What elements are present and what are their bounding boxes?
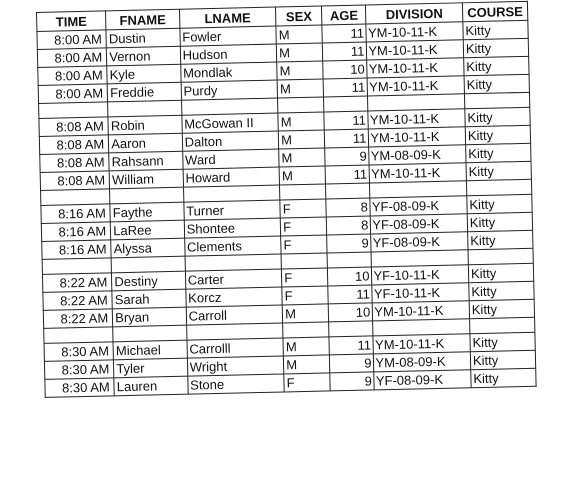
division-cell: YF-08-09-K — [374, 370, 471, 390]
time-cell: 8:16 AM — [41, 204, 111, 224]
fname-cell: Aaron — [109, 133, 183, 153]
fname-cell: Destiny — [112, 271, 186, 291]
fname-cell: Alyssa — [111, 238, 185, 258]
sex-cell: F — [280, 199, 327, 218]
sex-cell: M — [279, 166, 326, 185]
fname-cell: Freddie — [107, 82, 181, 102]
division-cell: YF-10-11-K — [372, 265, 469, 285]
fname-cell: Bryan — [112, 307, 186, 327]
empty-cell — [111, 256, 185, 273]
empty-cell — [113, 325, 187, 342]
division-cell: YF-08-09-K — [371, 214, 468, 234]
course-cell: Kitty — [469, 281, 534, 300]
division-cell: YM-10-11-K — [369, 127, 466, 147]
division-cell: YF-08-09-K — [371, 232, 468, 252]
header-lname: LNAME — [179, 7, 276, 28]
division-cell: YF-10-11-K — [372, 283, 469, 303]
empty-cell — [280, 184, 326, 200]
time-cell: 8:22 AM — [42, 273, 112, 293]
empty-cell — [278, 97, 324, 113]
age-cell: 8 — [326, 198, 370, 217]
lname-cell: Purdy — [181, 80, 278, 100]
fname-cell: William — [109, 169, 183, 189]
empty-cell — [327, 252, 371, 268]
age-cell: 10 — [323, 60, 367, 79]
sex-cell: M — [277, 79, 324, 98]
course-cell: Kitty — [464, 56, 529, 75]
empty-cell — [41, 189, 111, 206]
course-cell: Kitty — [463, 38, 528, 57]
course-cell: Kitty — [468, 230, 533, 249]
course-cell: Kitty — [465, 125, 530, 144]
division-cell: YM-10-11-K — [367, 76, 464, 96]
fname-cell: Kyle — [107, 64, 181, 84]
empty-cell — [110, 187, 184, 204]
lname-cell: McGowan II — [182, 113, 279, 133]
header-division: DIVISION — [366, 3, 463, 24]
fname-cell: Michael — [113, 340, 187, 360]
fname-cell: Rahsann — [109, 151, 183, 171]
time-cell: 8:30 AM — [44, 360, 114, 380]
empty-cell — [44, 327, 114, 344]
fname-cell: Vernon — [107, 46, 181, 66]
lname-cell: Carroll — [186, 305, 283, 325]
age-cell: 8 — [327, 216, 371, 235]
division-cell: YM-10-11-K — [369, 163, 466, 183]
course-cell: Kitty — [471, 368, 536, 387]
sex-cell: M — [276, 25, 323, 44]
lname-cell: Hudson — [180, 44, 277, 64]
sex-cell: F — [281, 235, 328, 254]
empty-cell — [469, 317, 534, 333]
fname-cell: Faythe — [110, 202, 184, 222]
fname-cell: Dustin — [106, 28, 180, 48]
empty-cell — [39, 102, 109, 119]
course-cell: Kitty — [466, 161, 531, 180]
age-cell: 11 — [324, 111, 368, 130]
header-fname: FNAME — [106, 9, 180, 30]
time-cell: 8:22 AM — [43, 291, 113, 311]
division-cell: YM-10-11-K — [367, 58, 464, 78]
fname-cell: LaRee — [111, 220, 185, 240]
age-cell: 11 — [329, 336, 373, 355]
sex-cell: F — [282, 268, 329, 287]
time-cell: 8:30 AM — [45, 378, 115, 398]
time-cell: 8:00 AM — [38, 84, 108, 104]
course-cell: Kitty — [466, 143, 531, 162]
lname-cell: Howard — [183, 167, 280, 187]
sex-cell: F — [284, 373, 331, 392]
time-cell: 8:00 AM — [37, 30, 107, 50]
fname-cell: Tyler — [114, 358, 188, 378]
sex-cell: M — [283, 337, 330, 356]
empty-cell — [466, 179, 531, 195]
header-time: TIME — [37, 11, 107, 32]
lname-cell: Carter — [185, 269, 282, 289]
fname-cell: Robin — [108, 115, 182, 135]
course-cell: Kitty — [467, 212, 532, 231]
age-cell: 9 — [327, 234, 371, 253]
sex-cell: M — [277, 61, 324, 80]
time-cell: 8:08 AM — [40, 153, 110, 173]
division-cell: YM-08-09-K — [374, 352, 471, 372]
division-cell: YM-10-11-K — [373, 301, 470, 321]
empty-cell — [108, 100, 182, 117]
age-cell: 9 — [330, 372, 374, 391]
time-cell: 8:22 AM — [43, 309, 113, 329]
header-sex: SEX — [276, 6, 323, 26]
lname-cell: Ward — [182, 149, 279, 169]
time-cell: 8:16 AM — [42, 240, 112, 260]
age-cell: 10 — [328, 267, 372, 286]
sex-cell: M — [276, 43, 323, 62]
sex-cell: M — [278, 112, 325, 131]
empty-cell — [283, 322, 329, 338]
lname-cell: Stone — [187, 374, 284, 394]
empty-cell — [464, 92, 529, 108]
lname-cell: Wright — [187, 356, 284, 376]
sex-cell: M — [282, 304, 329, 323]
age-cell: 11 — [325, 165, 369, 184]
age-cell: 11 — [323, 42, 367, 61]
lname-cell: Turner — [184, 200, 281, 220]
lname-cell: Korcz — [185, 287, 282, 307]
empty-cell — [42, 258, 112, 275]
age-cell: 9 — [330, 354, 374, 373]
division-cell: YM-10-11-K — [367, 40, 464, 60]
sex-cell: M — [279, 148, 326, 167]
sex-cell: M — [284, 355, 331, 374]
sex-cell: M — [278, 130, 325, 149]
time-cell: 8:30 AM — [44, 342, 114, 362]
lname-cell: Carrolll — [187, 338, 284, 358]
course-cell: Kitty — [470, 332, 535, 351]
header-age: AGE — [322, 5, 366, 25]
empty-cell — [324, 96, 368, 112]
division-cell: YM-10-11-K — [368, 109, 465, 129]
time-cell: 8:16 AM — [41, 222, 111, 242]
empty-cell — [329, 321, 373, 337]
course-cell: Kitty — [467, 194, 532, 213]
empty-cell — [281, 253, 327, 269]
age-cell: 11 — [322, 24, 366, 43]
lname-cell: Fowler — [180, 26, 277, 46]
fname-cell: Sarah — [112, 289, 186, 309]
division-cell: YM-08-09-K — [369, 145, 466, 165]
age-cell: 11 — [325, 129, 369, 148]
empty-cell — [326, 183, 370, 199]
fname-cell: Lauren — [114, 376, 188, 396]
tee-time-table — [36, 1, 537, 398]
course-cell: Kitty — [465, 107, 530, 126]
time-cell: 8:08 AM — [40, 171, 110, 191]
division-cell: YM-10-11-K — [373, 334, 470, 354]
course-cell: Kitty — [470, 350, 535, 369]
table-body — [37, 20, 536, 397]
age-cell: 9 — [325, 147, 369, 166]
lname-cell: Clements — [184, 236, 281, 256]
age-cell: 10 — [329, 303, 373, 322]
lname-cell: Dalton — [182, 131, 279, 151]
sex-cell: F — [280, 217, 327, 236]
lname-cell: Mondlak — [180, 62, 277, 82]
sex-cell: F — [282, 286, 329, 305]
division-cell: YM-10-11-K — [366, 22, 463, 42]
course-cell: Kitty — [464, 74, 529, 93]
time-cell: 8:08 AM — [39, 117, 109, 137]
course-cell: Kitty — [469, 299, 534, 318]
time-cell: 8:00 AM — [37, 48, 107, 68]
age-cell: 11 — [328, 285, 372, 304]
lname-cell: Shontee — [184, 218, 281, 238]
age-cell: 11 — [323, 78, 367, 97]
time-cell: 8:00 AM — [38, 66, 108, 86]
empty-cell — [468, 248, 533, 264]
course-cell: Kitty — [468, 263, 533, 282]
tee-time-sheet — [36, 1, 537, 398]
header-course: COURSE — [462, 1, 527, 21]
division-cell: YF-08-09-K — [370, 196, 467, 216]
course-cell: Kitty — [463, 20, 528, 39]
time-cell: 8:08 AM — [39, 135, 109, 155]
